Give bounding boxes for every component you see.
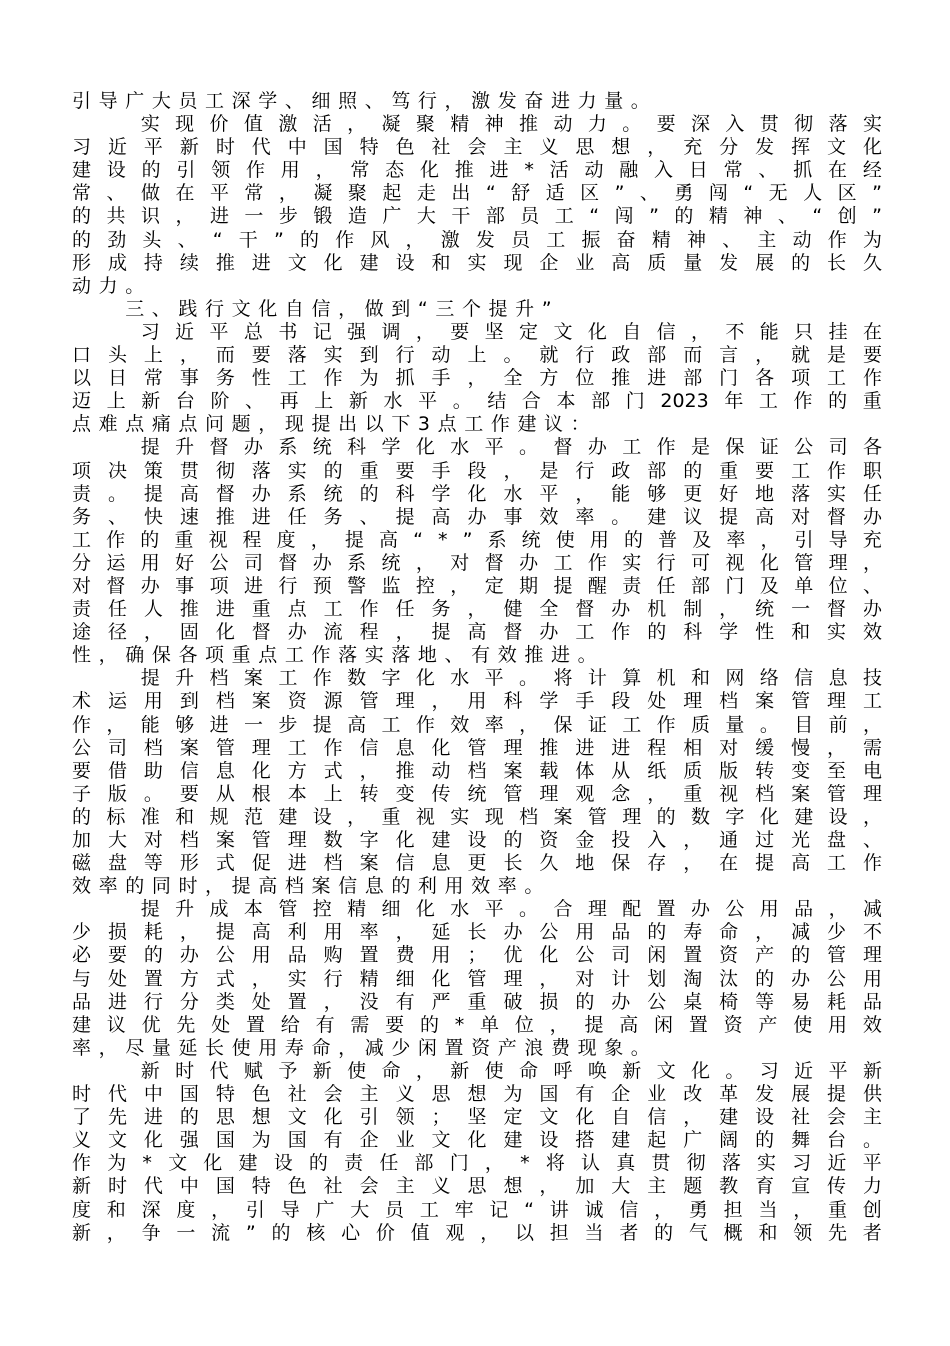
- text-line: 的 共 识 ， 进 一 步 锻 造 广 大 干 部 员 工 “ 闯 ” 的 精 神 、 “ 创 ”: [72, 205, 882, 228]
- text-line: 以 日 常 事 务 性 工 作 为 抓 手 ， 全 方 位 推 进 部 门 各 项 工 作: [72, 367, 882, 390]
- text-line: 度 和 深 度 ， 引 导 广 大 员 工 牢 记 “ 讲 诚 信 ， 勇 担 当 ， 重 创: [72, 1198, 882, 1221]
- text-line: 习 近 平 总 书 记 强 调 ， 要 坚 定 文 化 自 信 ， 不 能 只 挂 在: [140, 320, 882, 343]
- text-line: 工 作 的 重 视 程 度 ， 提 高 “ * ” 系 统 使 用 的 普 及 率 ， 引 导 充: [72, 528, 882, 551]
- text-line: 新 时 代 中 国 特 色 社 会 主 义 思 想 ， 加 大 主 题 教 育 宣 传 力: [72, 1175, 882, 1198]
- text-line: 引 导 广 大 员 工 深 学 、 细 照 、 笃 行 ， 激 发 奋 进 力 量 。: [72, 90, 650, 112]
- document-body: [72, 90, 882, 1245]
- text-line: 新 ， 争 一 流 ” 的 核 心 价 值 观 ， 以 担 当 者 的 气 概 和 领 先 者: [72, 1221, 882, 1244]
- text-line: 要 借 助 信 息 化 方 式 ， 推 动 档 案 载 体 从 纸 质 版 转 变 至 电: [72, 759, 882, 782]
- text-line: 动 力 。: [72, 274, 145, 297]
- text-line: 务 、 快 速 推 进 任 务 、 提 高 办 事 效 率 。 建 议 提 高 对 督 办: [72, 505, 882, 528]
- text-line: 实 现 价 值 激 活 ， 凝 聚 精 神 推 动 力 。 要 深 入 贯 彻 落 实: [140, 113, 882, 136]
- text-line: 磁 盘 等 形 式 促 进 档 案 信 息 更 长 久 地 保 存 ， 在 提 高 工 作: [72, 852, 882, 875]
- text-line: 新 时 代 赋 予 新 使 命 ， 新 使 命 呼 唤 新 文 化 。 习 近 平 新: [140, 1059, 882, 1082]
- text-line: 口 头 上 ， 而 要 落 实 到 行 动 上 。 就 行 政 部 而 言 ， 就 是 要: [72, 344, 882, 367]
- text-line: 子 版 。 要 从 根 本 上 转 变 传 统 管 理 观 念 ， 重 视 档 案 管 理: [72, 782, 882, 805]
- text-line: 公 司 档 案 管 理 工 作 信 息 化 管 理 推 进 进 程 相 对 缓 慢 ， 需: [72, 736, 882, 759]
- text-line: 建 设 的 引 领 作 用 ， 常 态 化 推 进 * 活 动 融 入 日 常 、 抓 在 经: [72, 159, 882, 182]
- text-line: 途 径 ， 固 化 督 办 流 程 ， 提 高 督 办 工 作 的 科 学 性 和 实 效: [72, 621, 882, 644]
- text-line: 少 损 耗 ， 提 高 利 用 率 ， 延 长 办 公 用 品 的 寿 命 ， 减 少 不: [72, 921, 882, 944]
- text-line: 建 议 优 先 处 置 给 有 需 要 的 * 单 位 ， 提 高 闲 置 资 产 使 用 效: [72, 1013, 882, 1036]
- text-line: 习 近 平 新 时 代 中 国 特 色 社 会 主 义 思 想 ， 充 分 发 挥 文 化: [72, 136, 882, 159]
- text-line: 提 升 成 本 管 控 精 细 化 水 平 。 合 理 配 置 办 公 用 品 ， 减: [140, 898, 882, 921]
- text-line: 迈 上 新 台 阶 、 再 上 新 水 平 。 结 合 本 部 门 2023 年 工 作 的 重: [72, 390, 882, 413]
- text-line: 项 决 策 贯 彻 落 实 的 重 要 手 段 ， 是 行 政 部 的 重 要 工 作 职: [72, 459, 882, 482]
- text-line: 术 运 用 到 档 案 资 源 管 理 ， 用 科 学 手 段 处 理 档 案 管 理 工: [72, 690, 882, 713]
- text-line: 义 文 化 强 国 为 国 有 企 业 文 化 建 设 搭 建 起 广 阔 的 舞 台 。: [72, 1129, 882, 1152]
- text-line: 了 先 进 的 思 想 文 化 引 领 ； 坚 定 文 化 自 信 ， 建 设 社 会 主: [72, 1106, 882, 1129]
- text-line: 责 。 提 高 督 办 系 统 的 科 学 化 水 平 ， 能 够 更 好 地 落 实 任: [72, 482, 882, 505]
- text-line: 性 ， 确 保 各 项 重 点 工 作 落 实 落 地 、 有 效 推 进 。: [72, 644, 597, 667]
- text-line: 分 运 用 好 公 司 督 办 系 统 ， 对 督 办 工 作 实 行 可 视 化 管 理 ，: [72, 551, 882, 574]
- text-line: 对 督 办 事 项 进 行 预 警 监 控 ， 定 期 提 醒 责 任 部 门 及 单 位 、: [72, 574, 882, 597]
- text-line: 提 升 督 办 系 统 科 学 化 水 平 。 督 办 工 作 是 保 证 公 司 各: [140, 436, 882, 459]
- text-line: 责 任 人 推 进 重 点 工 作 任 务 ， 健 全 督 办 机 制 ， 统 一 督 办: [72, 598, 882, 621]
- text-line: 点 难 点 痛 点 问 题 ， 现 提 出 以 下 3 点 工 作 建 议 ：: [72, 413, 590, 436]
- text-line: 品 进 行 分 类 处 置 ， 没 有 严 重 破 损 的 办 公 桌 椅 等 易 耗 品: [72, 990, 882, 1013]
- text-line: 与 处 置 方 式 ， 实 行 精 细 化 管 理 ， 对 计 划 淘 汰 的 办 公 用: [72, 967, 882, 990]
- text-line: 率 ， 尽 量 延 长 使 用 寿 命 ， 减 少 闲 置 资 产 浪 费 现 象 。: [72, 1036, 650, 1059]
- text-line: 常 、 做 在 平 常 ， 凝 聚 起 走 出 “ 舒 适 区 ” 、 勇 闯 “ 无 人 区 ”: [72, 182, 882, 205]
- text-line: 三 、 践 行 文 化 自 信 ， 做 到 “ 三 个 提 升 ”: [125, 297, 552, 320]
- text-line: 作 ， 能 够 进 一 步 提 高 工 作 效 率 ， 保 证 工 作 质 量 。 目 前 ，: [72, 713, 882, 736]
- text-line: 效 率 的 同 时 ， 提 高 档 案 信 息 的 利 用 效 率 。: [72, 875, 544, 898]
- text-line: 形 成 持 续 推 进 文 化 建 设 和 实 现 企 业 高 质 量 发 展 的 长 久: [72, 251, 882, 274]
- text-line: 加 大 对 档 案 管 理 数 字 化 建 设 的 资 金 投 入 ， 通 过 光 盘 、: [72, 829, 882, 851]
- text-line: 的 标 准 和 规 范 建 设 ， 重 视 实 现 档 案 管 理 的 数 字 化 建 设 ，: [72, 805, 882, 828]
- text-line: 必 要 的 办 公 用 品 购 置 费 用 ； 优 化 公 司 闲 置 资 产 的 管 理: [72, 944, 882, 967]
- text-line: 时 代 中 国 特 色 社 会 主 义 思 想 为 国 有 企 业 改 革 发 展 提 供: [72, 1083, 882, 1106]
- text-line: 的 劲 头 、 “ 干 ” 的 作 风 ， 激 发 员 工 振 奋 精 神 、 主 动 作 为: [72, 228, 882, 251]
- text-line: 作 为 * 文 化 建 设 的 责 任 部 门 ， * 将 认 真 贯 彻 落 实 习 近 平: [72, 1152, 882, 1175]
- text-line: 提 升 档 案 工 作 数 字 化 水 平 。 将 计 算 机 和 网 络 信 息 技: [140, 667, 882, 690]
